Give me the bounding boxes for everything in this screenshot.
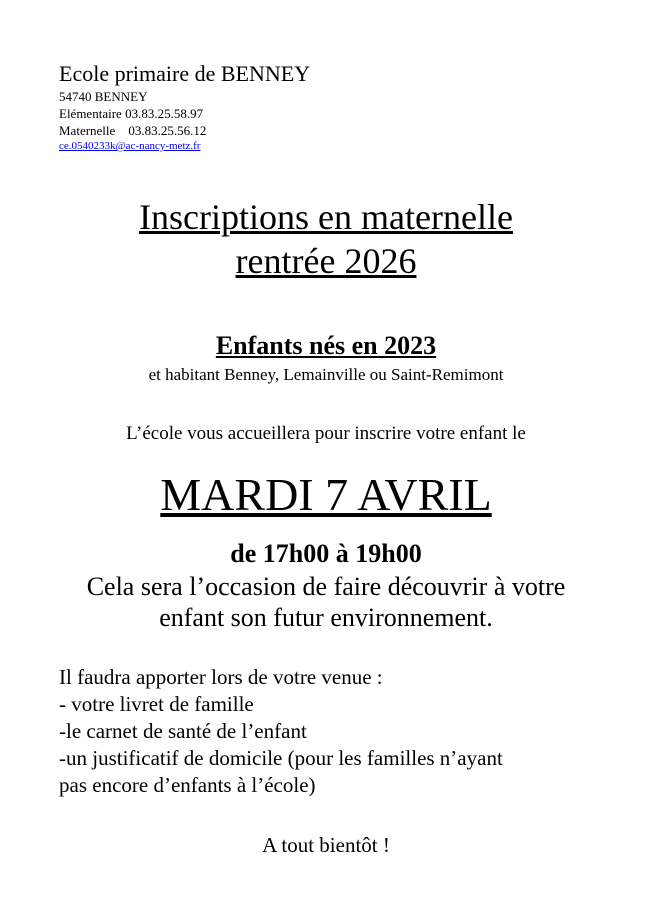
welcome-text: L’école vous accueillera pour inscrire votre enfant le [126,423,526,444]
kindergarten-phone-line [59,122,459,139]
requirement-item: -un justificatif de domicile (pour les familles n’ayant [59,746,503,770]
title-line-1: Inscriptions en maternelle [139,197,513,237]
school-postal-address: 54740 BENNEY [59,89,148,104]
event-hours: de 17h00 à 19h00 [230,539,422,568]
school-header [59,60,459,154]
born-year-heading: Enfants nés en 2023 [215,331,437,360]
school-name: Ecole primaire de BENNEY [59,61,311,86]
residence-condition: et habitant Benney, Lemainville ou Saint-Remimont [148,365,504,384]
requirement-item: -le carnet de santé de l’enfant [59,719,307,743]
closing-text: A tout bientôt ! [262,833,390,857]
occasion-line-1: Cela sera l’occasion de faire découvrir à votre [86,572,566,601]
kindergarten-phone: 03.83.25.56.12 [128,123,207,138]
elementary-label: Elémentaire [59,106,122,121]
occasion-line-2: enfant son futur environnement. [159,603,493,632]
requirements-intro: Il faudra apporter lors de votre venue : [59,665,383,689]
kindergarten-label: Maternelle [59,123,116,138]
title-line-2: rentrée 2026 [235,241,417,281]
requirement-item: pas encore d’enfants à l’école) [59,773,316,797]
requirements-list [59,664,599,799]
elementary-phone: 03.83.25.58.97 [125,106,204,121]
school-email-link[interactable]: ce.0540233k@ac-nancy-metz.fr [59,140,201,152]
requirement-item: - votre livret de famille [59,692,254,716]
occasion-text [0,571,652,633]
elementary-phone-line [59,105,459,122]
event-date: MARDI 7 AVRIL [160,469,492,520]
